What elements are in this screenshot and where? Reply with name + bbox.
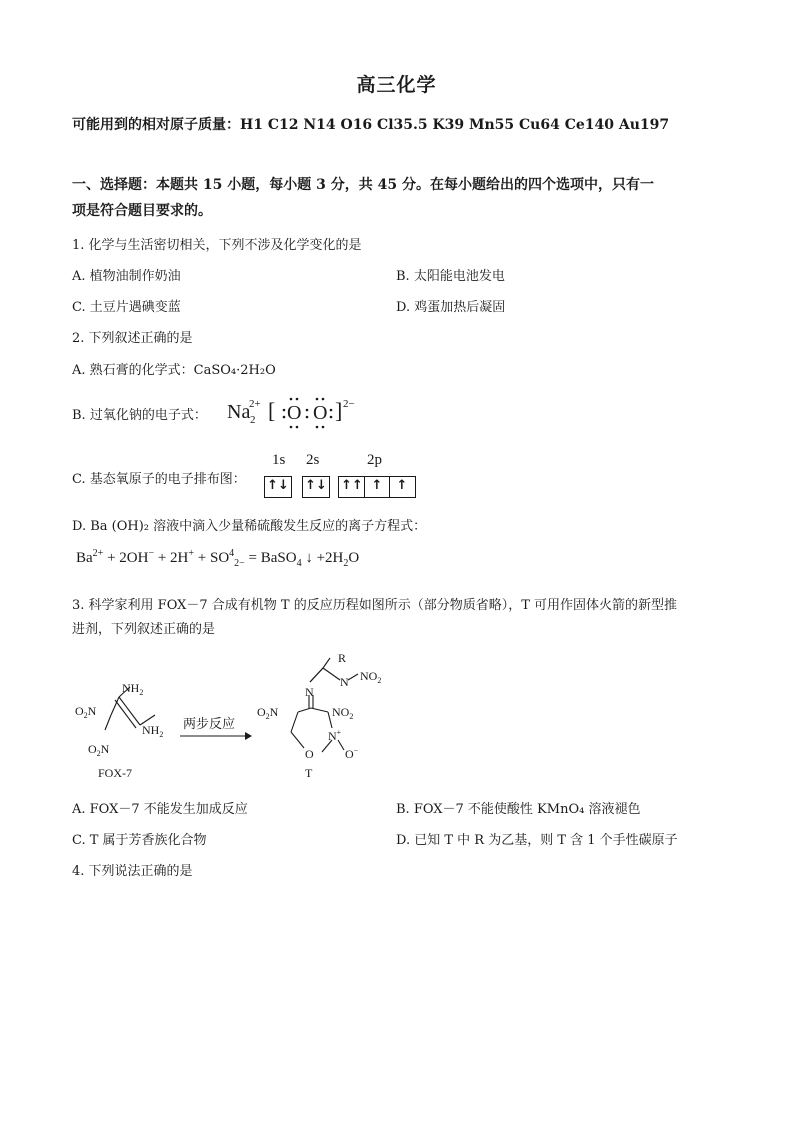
- eq-baso4-sub: 4: [296, 558, 302, 569]
- q3-stem-line2: 进剂，下列叙述正确的是: [72, 622, 216, 637]
- t-name: T: [305, 766, 313, 780]
- reaction-arrowhead: [245, 732, 252, 740]
- na-subscript: 2: [250, 414, 256, 426]
- q2-option-b-label: B. 过氧化钠的电子式：: [72, 408, 207, 423]
- bracket-close: ]: [335, 398, 343, 423]
- q3-option-d: D. 已知 T 中 R 为乙基，则 T 含 1 个手性碳原子: [396, 833, 678, 848]
- eq-ba-charge: 2+: [92, 548, 104, 559]
- q1-option-a: A. 植物油制作奶油: [72, 269, 181, 284]
- eq-baso: = BaSO: [244, 550, 297, 566]
- q3-option-a: A. FOX－7 不能发生加成反应: [72, 802, 248, 817]
- t-no2-chain: $NO_2$: [360, 669, 382, 685]
- orbital-electrons-2p-1: ↑↑: [341, 478, 363, 493]
- orbital-label-2s: 2s: [306, 452, 320, 468]
- fox7-no2-left: $O_2N$: [75, 704, 97, 720]
- t-o-minus: O−: [345, 746, 359, 761]
- t-no2-c3: $NO_2$: [332, 705, 354, 721]
- oxygen-atom-1: O: [287, 402, 302, 424]
- q2-stem: 2. 下列叙述正确的是: [72, 331, 193, 346]
- q3-stem-line1: 3. 科学家利用 FOX－7 合成有机物 T 的反应历程如图所示（部分物质省略），T 可用作固体火箭的新型推: [72, 598, 678, 613]
- q3-option-b: B. FOX－7 不能使酸性 KMnO₄ 溶液褪色: [396, 802, 641, 817]
- q2-option-c-label: C. 基态氧原子的电子排布图：: [72, 472, 246, 487]
- eq-precipitate-arrow: ↓: [301, 550, 317, 566]
- q1-option-c: C. 土豆片遇碘变蓝: [72, 300, 181, 315]
- fox7-nh2-right: $NH_2$: [142, 723, 164, 739]
- t-imine-n: N: [305, 685, 314, 699]
- peroxide-charge: 2−: [343, 398, 355, 410]
- q4-stem: 4. 下列说法正确的是: [72, 864, 193, 879]
- eq-so: + SO: [194, 550, 230, 566]
- eq-ba: Ba: [76, 550, 93, 566]
- eq-so4-charge: 2−: [234, 558, 245, 569]
- fox7-name: FOX-7: [98, 766, 133, 780]
- fox7-nh2-top: $NH_2$: [122, 681, 144, 697]
- section-header-line1: 一、选择题：本题共 15 小题，每小题 3 分，共 45 分。在每小题给出的四个选项中，只有一: [72, 177, 654, 193]
- eq-h2o-sub: 2: [343, 558, 349, 569]
- q3-option-c: C. T 属于芳香族化合物: [72, 833, 207, 848]
- q1-option-d: D. 鸡蛋加热后凝固: [396, 300, 506, 315]
- eq-h: + 2H: [154, 550, 189, 566]
- eq-oh-charge: −: [148, 548, 155, 559]
- q2-option-d-label: D. Ba (OH)₂ 溶液中滴入少量稀硫酸发生反应的离子方程式：: [72, 519, 427, 534]
- bracket-open: [: [268, 398, 276, 423]
- orbital-electrons-2p-2: ↑: [371, 478, 383, 493]
- page-title: 高三化学: [356, 74, 437, 96]
- orbital-label-1s: 1s: [272, 452, 286, 468]
- eq-h-charge: +: [188, 548, 195, 559]
- t-ring-n: N+: [328, 728, 342, 743]
- na-charge: 2+: [249, 398, 261, 410]
- t-r-group: R: [338, 651, 347, 665]
- orbital-electrons-2p-3: ↑: [396, 478, 408, 493]
- oxygen-atom-2: O: [313, 402, 328, 424]
- q2-option-a: A. 熟石膏的化学式：CaSO₄·2H₂O: [72, 363, 276, 378]
- section-header-line2: 项是符合题目要求的。: [72, 203, 212, 219]
- eq-h2: +2H: [316, 550, 344, 566]
- q1-option-b: B. 太阳能电池发电: [396, 269, 505, 284]
- fox7-no2-bottom: $O_2N$: [88, 742, 110, 758]
- eq-o: O: [348, 550, 360, 566]
- orbital-label-2p: 2p: [367, 452, 382, 468]
- ionic-equation: [76, 548, 359, 569]
- t-n-chain: N: [340, 675, 349, 689]
- eq-oh: + 2OH: [103, 550, 149, 566]
- orbital-electrons-2s: ↑↓: [305, 478, 327, 493]
- reaction-scheme: [60, 640, 420, 790]
- eq-so4-sub: 4: [229, 548, 235, 559]
- t-ring-o: O: [305, 747, 314, 761]
- t-no2-ring: $O_2N$: [257, 705, 279, 721]
- orbital-electrons-1s: ↑↓: [267, 478, 289, 493]
- na-symbol: Na: [227, 401, 251, 423]
- lone-pair-dots: [276, 396, 343, 432]
- relative-atomic-masses: 可能用到的相对原子质量：H1 C12 N14 O16 Cl35.5 K39 Mn55 Cu64 Ce140 Au197: [72, 117, 670, 133]
- reaction-condition: 两步反应: [183, 716, 236, 731]
- q1-stem: 1. 化学与生活密切相关，下列不涉及化学变化的是: [72, 238, 362, 253]
